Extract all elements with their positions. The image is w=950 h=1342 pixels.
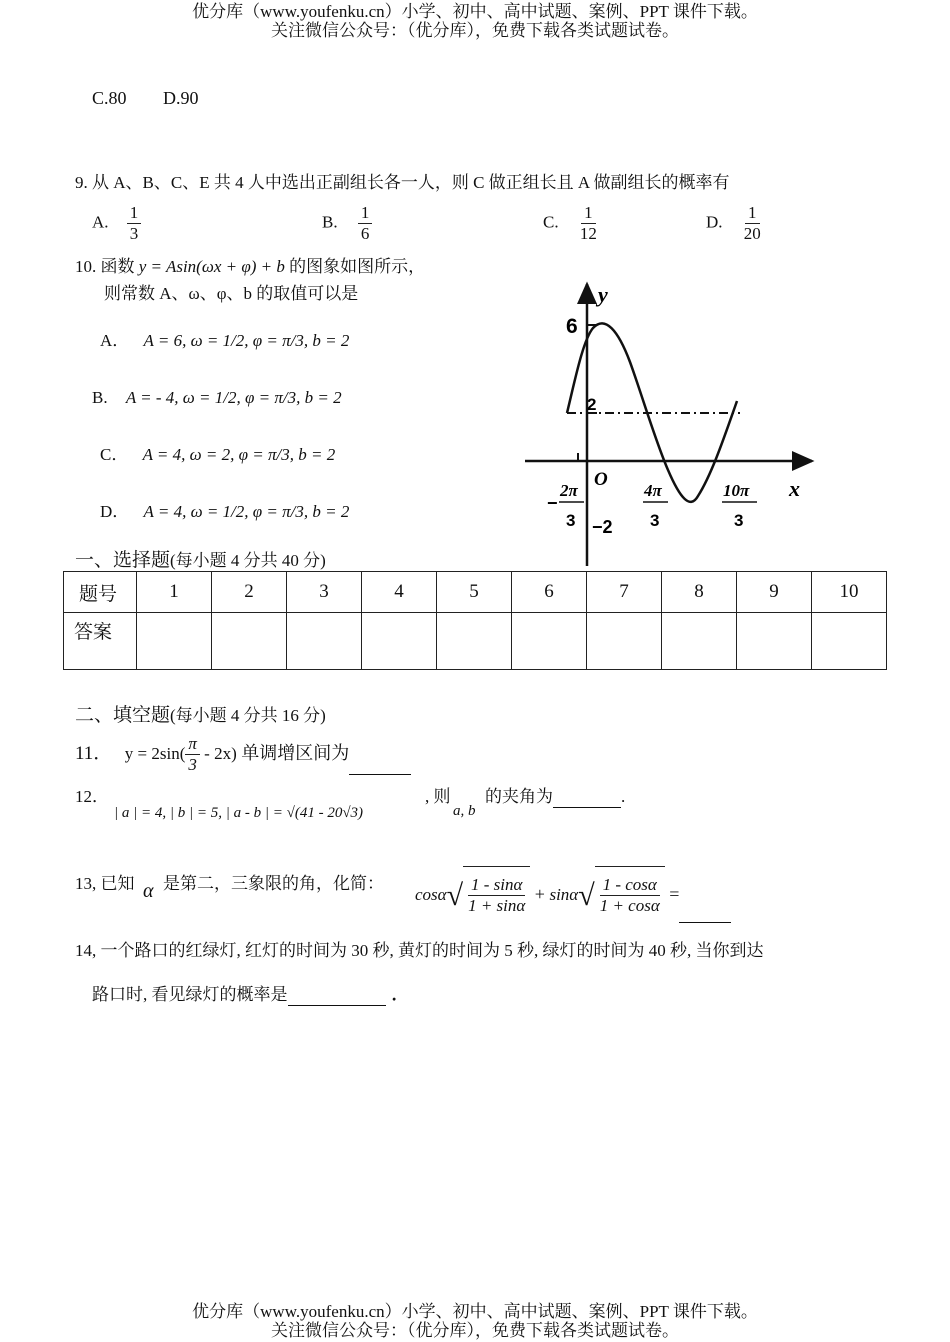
qnum-3: 3 [287, 572, 362, 613]
page-footer-line2: 关注微信公众号：（优分库），免费下载各类试题试卷。 [271, 1321, 679, 1340]
q13-alpha-text: α [143, 880, 154, 902]
page-header-line1: 优分库（www.youfenku.cn）小学、初中、高中试题、案例、PPT 课件下载。 [192, 2, 758, 21]
answer-cell[interactable] [587, 613, 662, 670]
q10-option-a [100, 330, 349, 352]
x-label-neg-sign: − [547, 493, 558, 513]
q12-answer-blank[interactable] [553, 789, 621, 808]
q8-option-c: C.80 [92, 88, 127, 108]
q13-answer-blank[interactable] [679, 892, 731, 923]
answer-cell[interactable] [812, 613, 887, 670]
q10-option-b-text: A = - 4, ω = 1/2, φ = π/3, b = 2 [125, 388, 342, 407]
answer-cell[interactable] [737, 613, 812, 670]
q9-option-c-label: C. [543, 212, 559, 232]
qnum-7: 7 [587, 572, 662, 613]
q11 [75, 733, 411, 775]
q10-option-c [100, 444, 335, 466]
x-label-10pi: 10π [723, 481, 750, 500]
q9-option-d-num: 1 [745, 203, 760, 224]
q13-term2-num: 1 - cosα [600, 875, 660, 896]
section1-note: (每小题 4 分共 40 分) [170, 551, 326, 570]
question-number-label: 题号 [64, 572, 137, 613]
y-label-2: 2 [587, 395, 597, 414]
sine-graph [515, 275, 825, 570]
q14-line2-text: 路口时, 看见绿灯的概率是 [92, 985, 288, 1004]
qnum-5: 5 [437, 572, 512, 613]
section1-heading [75, 545, 326, 572]
q10-option-b [92, 387, 342, 409]
q11-frac-num: π [185, 734, 200, 755]
answer-label: 答案 [64, 613, 137, 670]
q13-plus: + [534, 884, 545, 904]
q10-option-c-text: A = 4, ω = 2, φ = π/3, b = 2 [142, 445, 336, 464]
q9-option-a-num: 1 [127, 203, 142, 224]
q14-line2 [92, 984, 409, 1006]
x-label-4pi-den: 3 [650, 511, 660, 530]
origin-label: O [594, 469, 608, 490]
q10-option-d-label: D． [100, 502, 130, 521]
answer-table [63, 571, 887, 670]
q13-term1-num: 1 - sinα [468, 875, 525, 896]
answer-cell[interactable] [362, 613, 437, 670]
q10-option-d-text: A = 4, ω = 1/2, φ = π/3, b = 2 [143, 502, 350, 521]
q12-formula [114, 805, 363, 822]
qnum-4: 4 [362, 572, 437, 613]
q13-term2-coef: sinα [549, 885, 579, 904]
answer-cell[interactable] [437, 613, 512, 670]
answer-table-header-row [64, 572, 887, 613]
y-label-neg2: −2 [592, 517, 613, 537]
q10-line2: 则常数 A、ω、φ、b 的取值可以是 [104, 284, 359, 303]
answer-cell[interactable] [662, 613, 737, 670]
q10-option-c-label: C． [100, 445, 129, 464]
qnum-2: 2 [212, 572, 287, 613]
q13-term2-den: 1 + cosα [599, 896, 660, 916]
q9-option-d [706, 203, 764, 244]
q14-line1: 14, 一个路口的红绿灯, 红灯的时间为 30 秒, 黄灯的时间为 5 秒, 绿灯的时间为 40 秒, 当你到达 [75, 941, 764, 960]
y-axis-label: y [598, 282, 608, 307]
q10-option-a-text: A = 6, ω = 1/2, φ = π/3, b = 2 [143, 331, 350, 350]
q12-text-end: 的夹角为 [485, 787, 553, 806]
qnum-8: 8 [662, 572, 737, 613]
page-header-line2: 关注微信公众号：（优分库），免费下载各类试题试卷。 [271, 21, 679, 40]
q12-end-mark: . [621, 787, 626, 806]
q9-option-b-num: 1 [358, 203, 373, 224]
q10-option-b-label: B. [92, 388, 108, 407]
q9-option-d-label: D. [706, 212, 723, 232]
answer-cell[interactable] [137, 613, 212, 670]
q9-option-b [322, 203, 372, 244]
page-footer-line1: 优分库（www.youfenku.cn）小学、初中、高中试题、案例、PPT 课件下载。 [192, 1302, 758, 1321]
q9-option-a-den: 3 [129, 224, 139, 243]
section1-title: 一、选择题 [75, 550, 171, 571]
q9-option-c [543, 203, 600, 244]
answer-cell[interactable] [212, 613, 287, 670]
q13-formula: cosα√ $\frac{1 - \sin\alpha}{1 + \sin\alpha}$ + sinα√ $\frac{1 - \cos\alpha}{1 + \cos\alpha}$ = [415, 866, 731, 923]
q13-term1-coef: cosα [415, 885, 447, 904]
q12-end [485, 786, 625, 808]
q9-option-d-den: 20 [743, 224, 761, 243]
section2-title: 二、填空题 [75, 705, 171, 726]
q14-answer-blank[interactable] [288, 987, 386, 1006]
section2-note: (每小题 4 分共 16 分) [170, 706, 326, 725]
q9-option-a-label: A. [92, 212, 109, 232]
q10-stem [75, 256, 425, 278]
q13-text: 是第二，三象限的角，化简： [163, 874, 384, 893]
x-label-10pi-den: 3 [734, 511, 744, 530]
section2-heading [75, 700, 326, 727]
q8-option-d: D.90 [163, 88, 199, 108]
q10-stem-prefix: 10. 函数 [75, 257, 135, 276]
x-label-4pi: 4π [644, 481, 662, 500]
q11-frac-den: 3 [188, 755, 197, 775]
qnum-9: 9 [737, 572, 812, 613]
x-label-2pi-den: 3 [566, 511, 576, 530]
q9-option-b-label: B. [322, 212, 338, 232]
q9-stem: 9. 从 A、B、C、E 共 4 人中选出正副组长各一人，则 C 做正组长且 A 做副组长的概率有 [75, 173, 730, 192]
x-axis-label: x [789, 476, 800, 501]
q13-equals: = [669, 884, 680, 904]
q14-end-mark: ． [391, 985, 409, 1004]
q12-number: 12． [75, 787, 109, 806]
q12-vars [453, 803, 476, 820]
answer-cell[interactable] [512, 613, 587, 670]
q13-alpha [143, 880, 154, 903]
q11-answer-blank[interactable] [349, 748, 411, 775]
x-label-2pi: 2π [560, 481, 578, 500]
q9-option-c-num: 1 [581, 203, 596, 224]
answer-table-answer-row [64, 613, 887, 670]
q9-option-a [92, 203, 141, 244]
q13-term1-den: 1 + sinα [468, 896, 526, 916]
q12-formula-text: | a | = 4, | b | = 5, | a - b | = √(41 - 20√3) [114, 805, 364, 821]
q12-vars-text: a, b [453, 803, 476, 819]
answer-cell[interactable] [287, 613, 362, 670]
q10-formula: y = Asin(ωx + φ) + b [138, 257, 285, 276]
q11-number: 11． [75, 743, 113, 764]
qnum-1: 1 [137, 572, 212, 613]
qnum-6: 6 [512, 572, 587, 613]
q10-option-a-label: A． [100, 331, 130, 350]
qnum-10: 10 [812, 572, 887, 613]
q10-stem-suffix: 的图象如图所示， [289, 257, 426, 276]
y-label-6: 6 [566, 315, 578, 338]
q13-prefix: 13, 已知 [75, 874, 135, 893]
q9-option-c-den: 12 [579, 224, 597, 243]
q10-option-d [100, 501, 349, 523]
q11-formula-left: y = 2sin( [124, 744, 186, 763]
q12-text-mid: , 则 [425, 787, 451, 806]
q11-text: 单调增区间为 [241, 743, 350, 763]
q11-formula-right: - 2x) [199, 744, 237, 763]
q9-option-b-den: 6 [360, 224, 370, 243]
